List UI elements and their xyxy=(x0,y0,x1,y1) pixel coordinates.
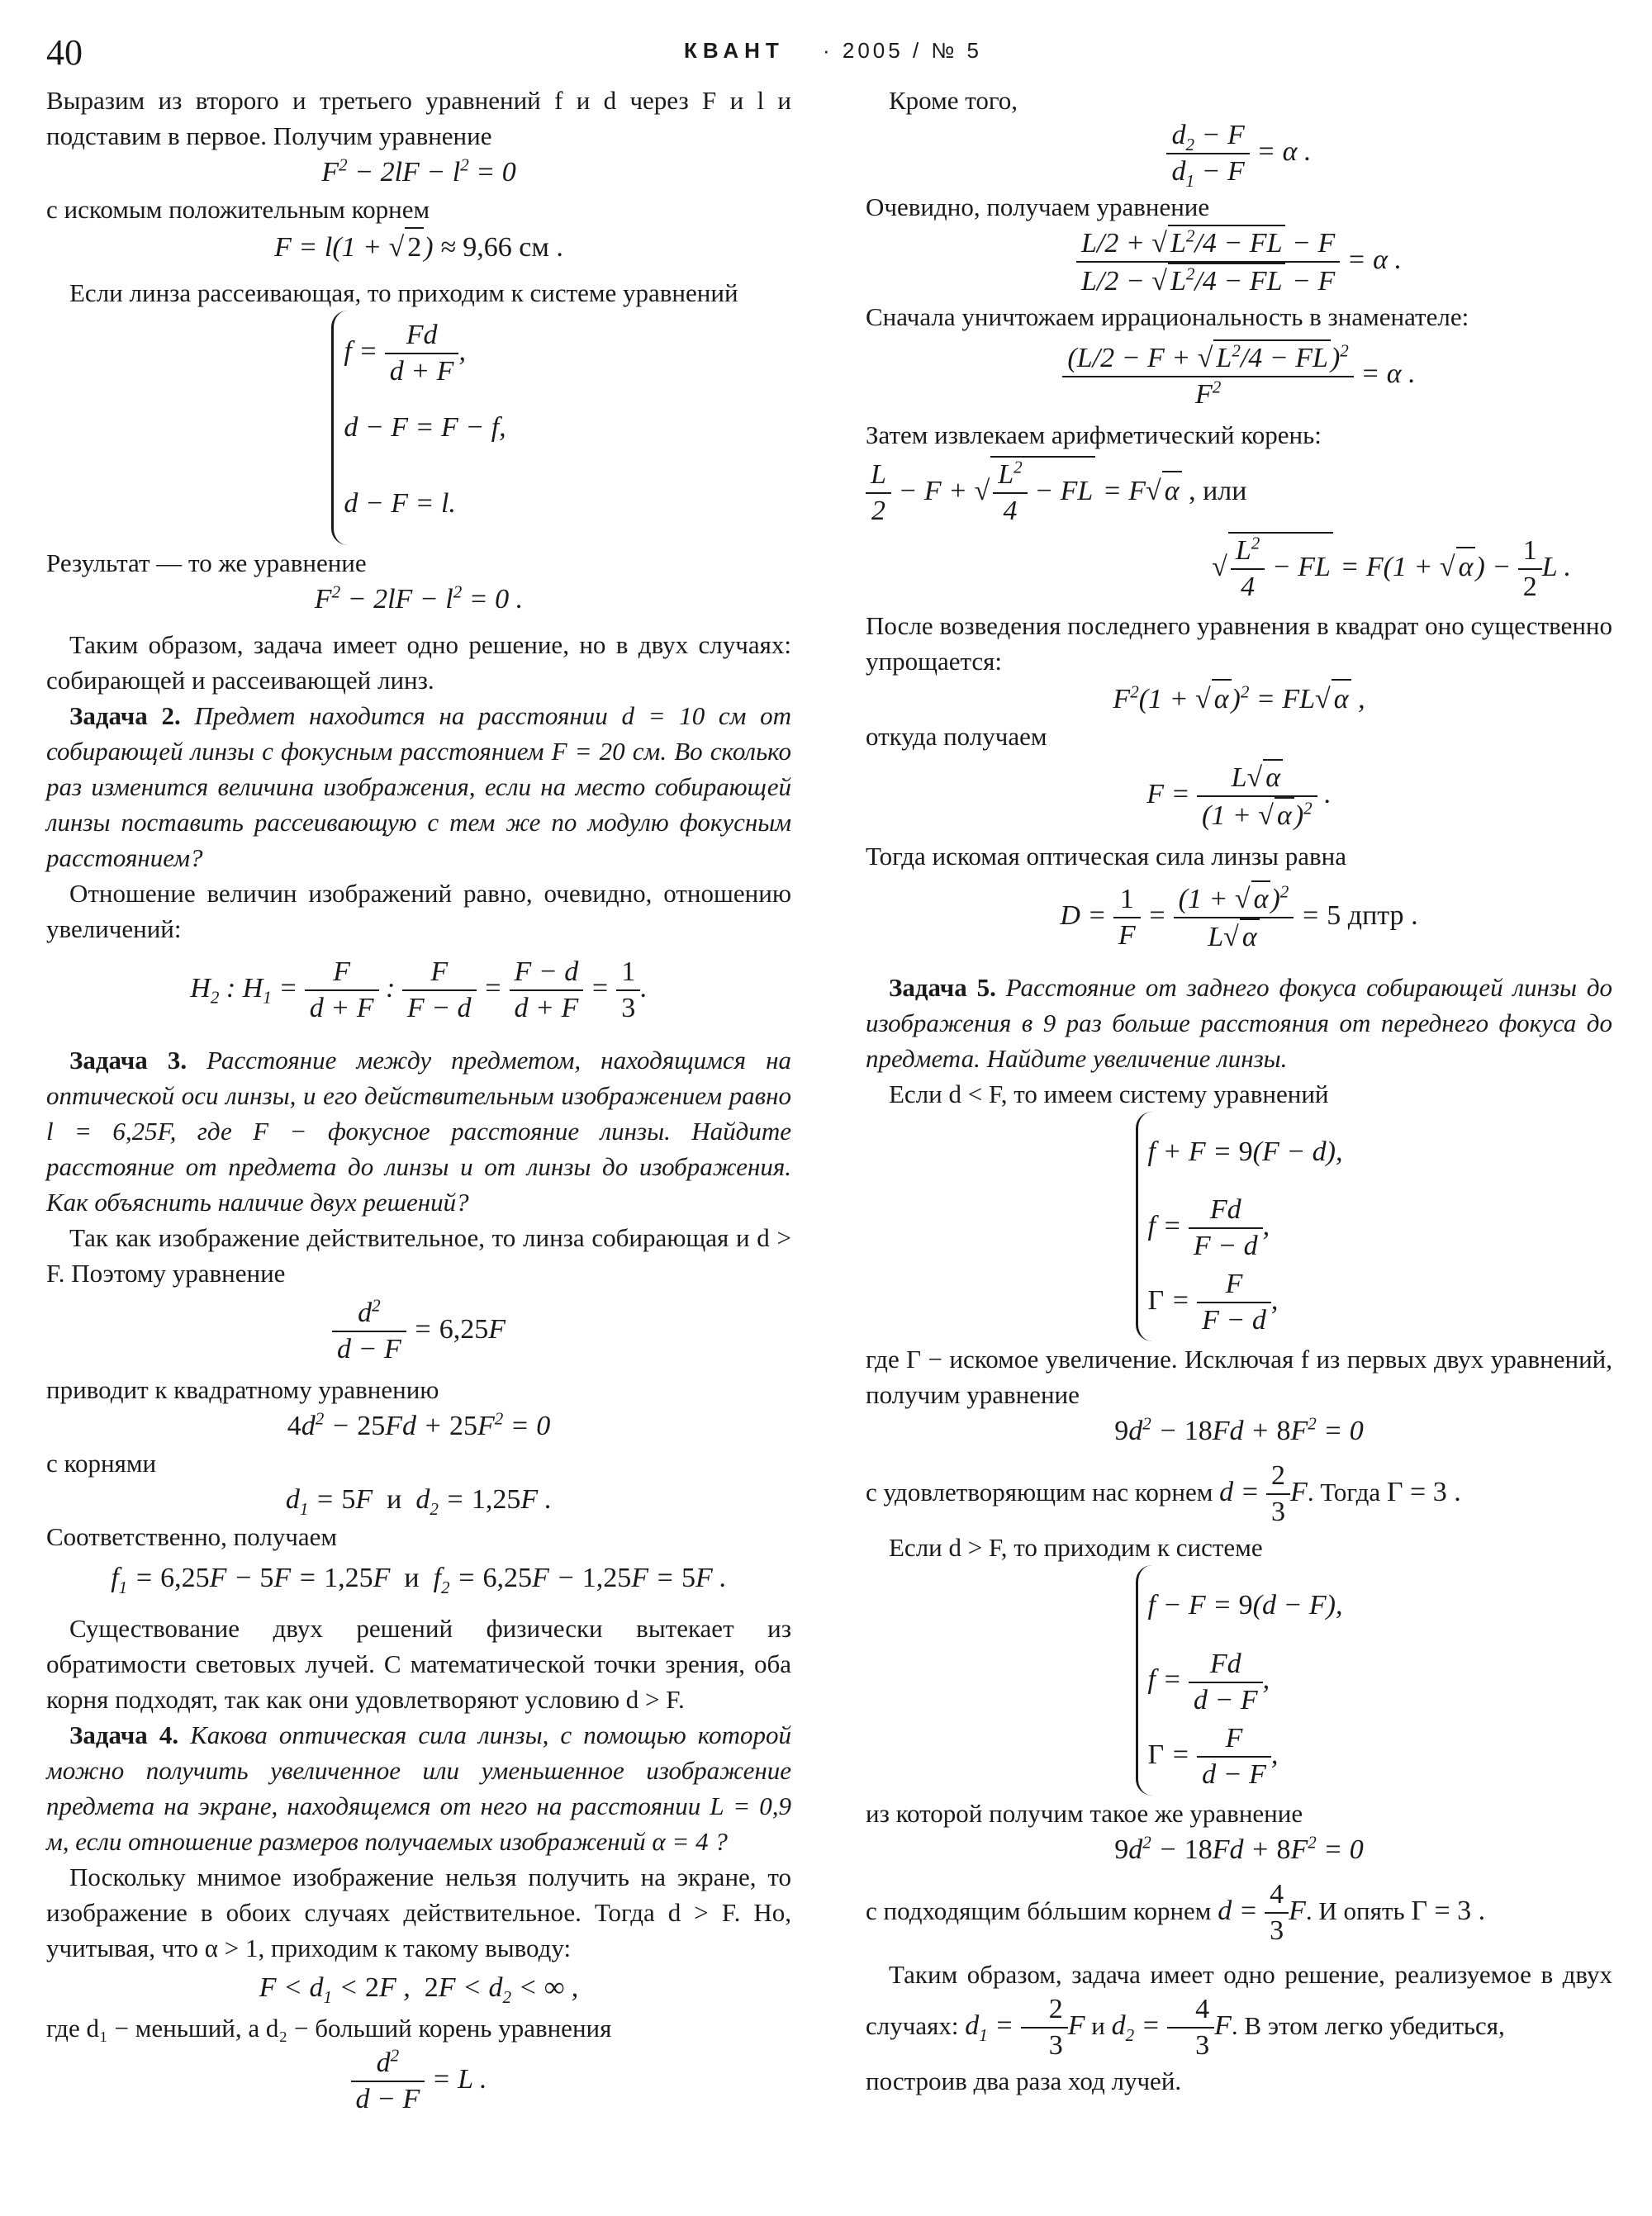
equation: $F < d_1 < 2F$ , $2F < d_2$ < ∞ , xyxy=(259,1972,579,2007)
paragraph: построив два раза ход лучей. xyxy=(866,2066,1182,2095)
paragraph: Отношение величин изображений равно, очевидно, отношению увеличений: xyxy=(46,879,791,943)
left-column xyxy=(46,83,791,2117)
connector-word: . И опять xyxy=(1305,1896,1405,1925)
equation: $9d^2 - 18Fd + 8F^2 = 0$ xyxy=(1114,1832,1364,1865)
problem-label: Задача 4. xyxy=(69,1720,179,1749)
problem-5 xyxy=(866,970,1612,1076)
equation: $4d^2 - 25Fd + 25F^2 = 0$ xyxy=(287,1408,551,1441)
problem-label: Задача 3. xyxy=(69,1046,188,1075)
equation: $\frac{(L/2 - F + √ L^2/4 - FL)^2}{F^2}$ = α . xyxy=(866,339,1612,412)
paragraph: Существование двух решений физически вытекает из обратимости световых лучей. С математической точки зрения, оба корня подходят, так как они удовлетворяют условию d > F. xyxy=(46,1614,791,1714)
equation: $\frac{d_2 - F}{d_1 - F}$ = α . xyxy=(866,118,1612,189)
paragraph: с удовлетворяющим нас корнем d = $\frac{2}{3}$ F. Тогда Γ = 3 . xyxy=(866,1460,1461,1528)
sentence: Таким образом, задача имеет одно решение, реализуемое в двух случаях: xyxy=(866,1959,1612,2040)
system-brace: f + F = 9(F − d), f = $\frac{Fd}{F - d}$ , Γ = $\frac{F}{F - d}$ , xyxy=(1136,1112,1343,1341)
paragraph: Если линза рассеивающая, то приходим к системе уравнений xyxy=(69,278,738,307)
equation-system xyxy=(866,1565,1612,1795)
paragraph: После возведения последнего уравнения в квадрат оно существенно упрощается: xyxy=(866,611,1612,676)
equation: F = l(1 + √ 2) ≈ 9,66 см . xyxy=(46,227,791,267)
paragraph: Если d < F, то имеем систему уравнений xyxy=(889,1080,1329,1108)
equation: $\frac{L/2 + √ L^2/4 - FL - F}{L/2 - √ L^2/4 - FL - F}$ = α . xyxy=(866,225,1612,299)
paragraph: Если d > F, то приходим к системе xyxy=(889,1533,1263,1563)
equation: $d_1 = 5F$ и $d_2 = 1,25F$ . xyxy=(285,1484,553,1519)
equation: $\frac{L}{2}$ − F + √ $\frac{L^2}{4}$ − FL = F√ α , или xyxy=(866,456,1612,529)
problem-text: Расстояние от заднего фокуса собирающей линзы до изображения в 9 раз больше расстояния от переднего фокуса до предмета. Найдите увеличение линзы. xyxy=(866,973,1612,1073)
paragraph: с подходящим бóльшим корнем d = $\frac{4}{3}$ F. И опять Γ = 3 . xyxy=(866,1878,1486,1946)
equation: √ $\frac{L^2}{4}$ − FL = F(1 + √ α) − $\frac{1}{2}$ L . xyxy=(866,532,1612,605)
paragraph: Очевидно, получаем уравнение xyxy=(866,192,1210,221)
paragraph: Так как изображение действительное, то линза собирающая и d > F. Поэтому уравнение xyxy=(46,1223,791,1288)
paragraph: Выразим из второго и третьего уравнений f и d через F и l и подставим в первое. Получим уравнение xyxy=(46,86,791,150)
paragraph: из которой получим такое же уравнение xyxy=(866,1798,1303,1828)
paragraph: с искомым положительным корнем xyxy=(46,195,430,224)
journal-title: КВАНТ xyxy=(684,38,785,63)
paragraph: Тогда искомая оптическая сила линзы равна xyxy=(866,842,1346,871)
connector-word: и xyxy=(1091,2010,1105,2040)
equation: F = $\frac{L√ \alpha}{(1 + √ \alpha)^2}$ . xyxy=(866,759,1612,833)
paragraph: Сначала уничтожаем иррациональность в знаменателе: xyxy=(866,302,1469,331)
connector-word: , или xyxy=(1189,475,1247,506)
paragraph: Кроме того, xyxy=(889,86,1018,115)
problem-text: Какова оптическая сила линзы, с помощью которой можно получить увеличенное или уменьшенное изображение предмета на экране, находящемся от него на расстоянии L = 0,9 м, если отношение размеров получаемых изображений α = 4 ? xyxy=(46,1720,791,1856)
equation: $H_2$ : $H_1$ = $\frac{F}{d + F}$ : $\frac{F}{F - d}$ = $\frac{F - d}{d + F}$ = $\frac{1}{3}$ . xyxy=(190,956,648,1023)
paragraph: Таким образом, задача имеет одно решение, но в двух случаях: собирающей и рассеивающей линз. xyxy=(46,630,791,695)
problem-text: Предмет находится на расстоянии d = 10 см от собирающей линзы с фокусным расстоянием F = 20 см. Во сколько раз изменится величина изображения, если на место собирающей линзы поставить рассеивающую с тем же по модулю фокусным расстоянием? xyxy=(46,701,791,872)
paragraph: где d₁ − меньший, а d₂ − больший корень уравнения xyxy=(46,2014,612,2043)
equation: $\frac{d^2}{d - F}$ = L . xyxy=(46,2046,791,2117)
problem-text: Расстояние между предметом, находящимся на оптической оси линзы, и его действительным изображением равно l = 6,25F, где F − фокусное расстояние линзы. Найдите расстояние от предмета до линзы и от линзы до изображения. Как объяснить наличие двух решений? xyxy=(46,1046,791,1217)
paragraph: Таким образом, задача имеет одно решение, реализуемое в двух случаях: $d_1$ = $\frac{2}{3}$ F и $d_2$ = $\frac{4}{3}$ F. В этом легко убедиться, xyxy=(866,1959,1612,2061)
equation: $9d^2 - 18Fd + 8F^2 = 0$ xyxy=(1114,1414,1364,1447)
paragraph: Соответственно, получаем xyxy=(46,1522,338,1551)
right-column xyxy=(866,83,1612,2099)
equation: $f_1 = 6,25F - 5F = 1,25F$ и $f_2 = 6,25F - 1,25F = 5F$ . xyxy=(111,1563,727,1597)
unit: дптр xyxy=(1347,899,1404,931)
equation: D = $\frac{1}{F}$ = $\frac{(1 + √ \alpha)^2}{L√ \alpha}$ = 5 дптр . xyxy=(866,880,1612,955)
problem-4 xyxy=(46,1717,791,1859)
paragraph: с корнями xyxy=(46,1449,157,1478)
problem-3 xyxy=(46,1042,791,1220)
paragraph: где Γ − искомое увеличение. Исключая f из первых двух уравнений, получим уравнение xyxy=(866,1345,1612,1410)
equation: $F^2(1$ + √ α)$^2$ = FL√ α , xyxy=(866,679,1612,719)
system-brace: f = $\frac{Fd}{d + F}$ , d − F = F − f, d − F = l. xyxy=(331,311,506,545)
equation: $F^2 - 2lF - l^2 = 0$ xyxy=(321,154,516,187)
sentence: с удовлетворяющим нас корнем xyxy=(866,1478,1213,1507)
issue-number: · 2005 / № 5 xyxy=(823,38,982,63)
paragraph: Поскольку мнимое изображение нельзя получить на экране, то изображение в обоих случаях действительное. Тогда d > F. Но, учитывая, что α > 1, приходим к такому выводу: xyxy=(46,1862,791,1962)
equation-system xyxy=(866,1112,1612,1341)
connector-word: . Тогда xyxy=(1307,1478,1381,1507)
paragraph: Результат — то же уравнение xyxy=(46,548,367,577)
problem-2 xyxy=(46,698,791,875)
connector-word: . В этом легко убедиться, xyxy=(1231,2010,1505,2040)
system-brace: f − F = 9(d − F), f = $\frac{Fd}{d - F}$ , Γ = $\frac{F}{d - F}$ , xyxy=(1136,1565,1343,1795)
page-number: 40 xyxy=(46,32,83,73)
problem-label: Задача 5. xyxy=(889,973,996,1002)
sentence: с подходящим бóльшим корнем xyxy=(866,1896,1212,1925)
equation: $F^2 - 2lF - l^2 = 0$ . xyxy=(314,581,524,615)
equation-system xyxy=(46,311,791,545)
paragraph: откуда получаем xyxy=(866,722,1047,751)
equation: $\frac{d^2}{d - F}$ = 6,25F xyxy=(46,1296,791,1367)
paragraph: Затем извлекаем арифметический корень: xyxy=(866,420,1322,449)
paragraph: приводит к квадратному уравнению xyxy=(46,1375,439,1404)
problem-label: Задача 2. xyxy=(69,701,181,730)
